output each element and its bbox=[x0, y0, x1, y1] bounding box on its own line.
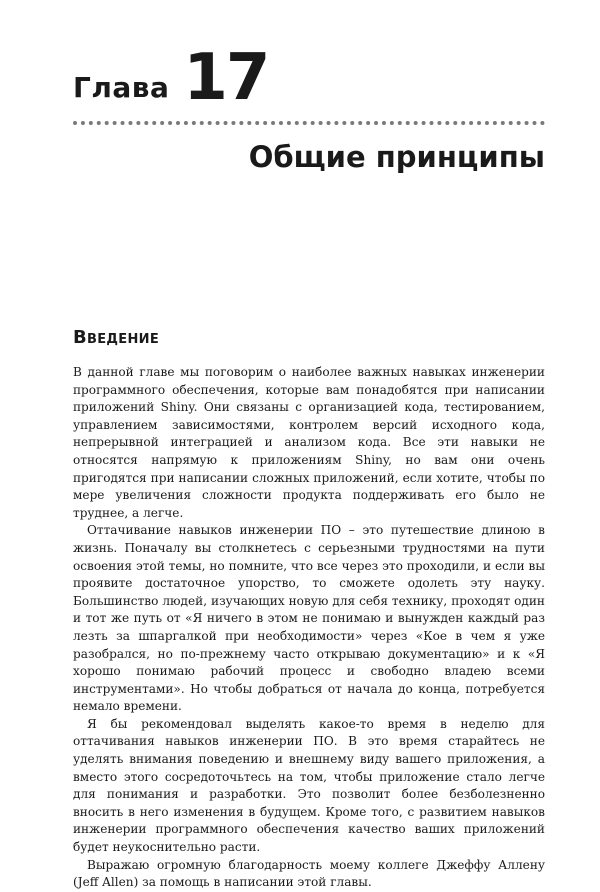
paragraph: Я бы рекомендовал выделять какое-то время в неделю для оттачивания навыков инженерии ПО. В это время старайтесь не уделять внимания поведению и внешнему виду вашего приложения, а вместо этого сосредоточьтесь на том, чтобы приложение стало легче для понимания и разработки. Это позволит более безболезненно вносить в него изменения в будущем. Кроме того, с развитием навыков инженерии программного обеспечения качество ваших приложений будет неукоснительно расти. bbox=[73, 716, 545, 855]
paragraph: Выражаю огромную благодарность моему коллеге Джеффу Аллену (Jeff Allen) за помощь в написании этой главы. bbox=[73, 857, 545, 890]
paragraph: В данной главе мы поговорим о наиболее важных навыках инженерии программного обеспечения, которые вам понадобятся при написании приложений Shiny. Они связаны с организацией кода, тестированием, управлением зависимостями, контролем версий исходного кода, непрерывной интеграцией и анализом кода. Все эти навыки не относятся напрямую к приложениям Shiny, но вам они очень пригодятся при написании сложных приложений, если хотите, чтобы по мере увеличения сложности продукта поддерживать его было не труднее, а легче. bbox=[73, 365, 545, 520]
chapter-title: Общие принципы bbox=[248, 140, 545, 174]
chapter-number: 17 bbox=[183, 41, 269, 115]
chapter-header bbox=[73, 40, 269, 115]
chapter-label: Глава bbox=[73, 71, 170, 104]
dotted-divider bbox=[73, 121, 545, 125]
section-heading: Введение bbox=[73, 327, 160, 348]
paragraph: Оттачивание навыков инженерии ПО – это путешествие длиною в жизнь. Поначалу вы столкнетесь с серьезными трудностями на пути освоения этой темы, но помните, что все через это проходили, и если вы проявите достаточное упорство, то сможете одолеть эту науку. Большинство людей, изучающих новую для себя технику, проходят один и тот же путь от «Я ничего в этом не понимаю и вынужден каждый раз лезть за шпаргалкой при необходимости» через «Кое в чем я уже разобрался, но по-прежнему часто открываю документацию» и к «Я хорошо понимаю рабочий процесс и свободно владею всеми инструментами». Но чтобы добраться от начала до конца, потребуется немало времени. bbox=[73, 523, 545, 714]
body-text bbox=[73, 364, 545, 892]
